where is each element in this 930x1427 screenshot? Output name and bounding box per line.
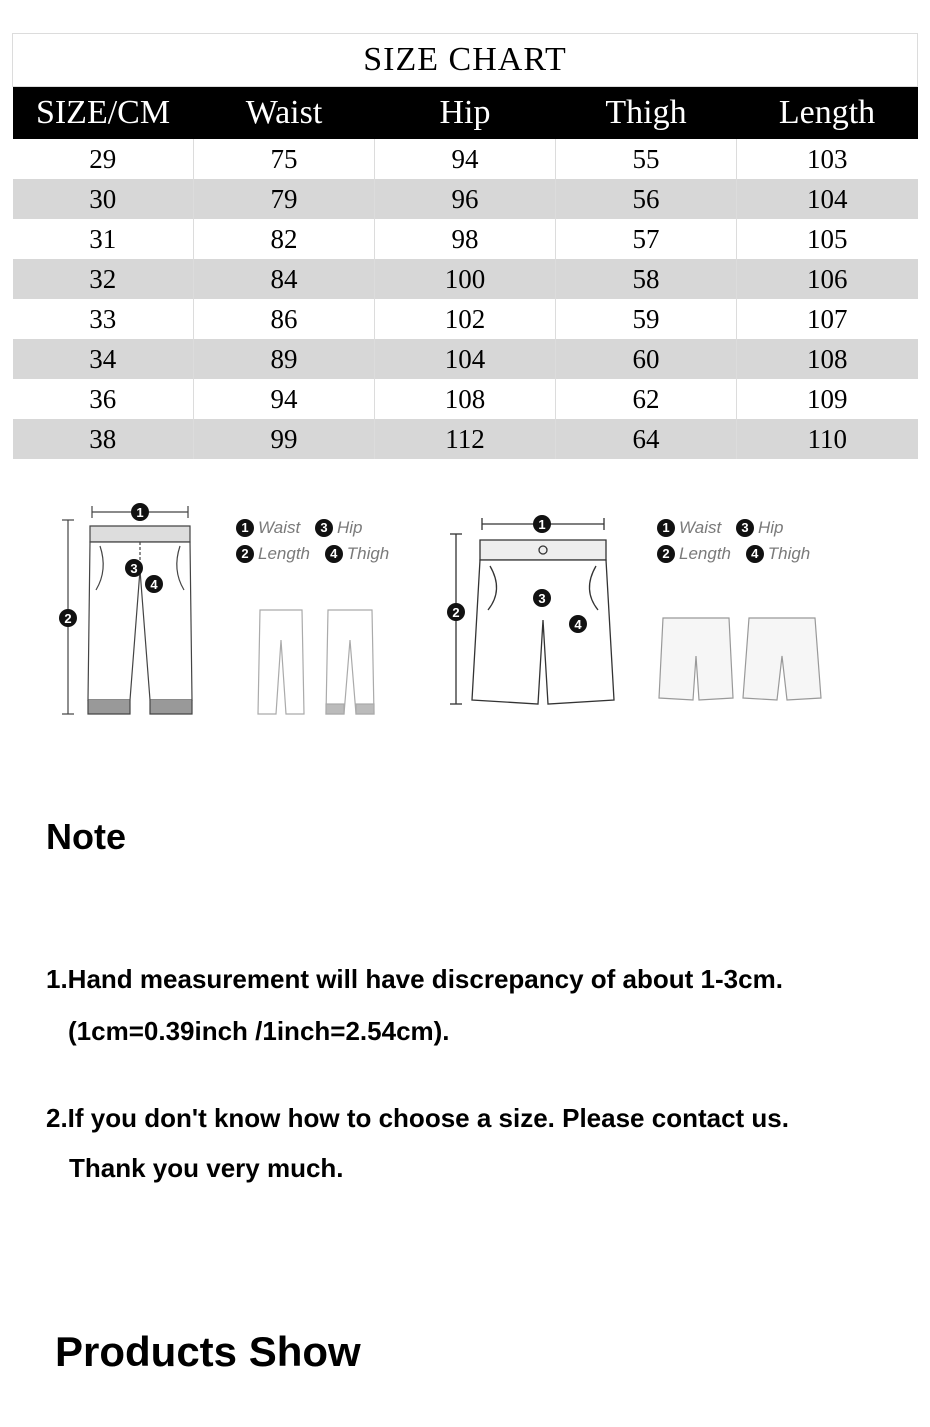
svg-text:4: 4 xyxy=(150,577,158,592)
note-line-1: 1.Hand measurement will have discrepancy of about 1-3cm. xyxy=(46,964,783,994)
table-cell: 102 xyxy=(375,299,556,339)
table-cell: 60 xyxy=(556,339,737,379)
table-cell: 104 xyxy=(375,339,556,379)
measurement-figures xyxy=(40,490,900,730)
table-cell: 38 xyxy=(13,419,194,459)
header-length: Length xyxy=(737,87,918,140)
legend-thigh: 4 Thigh xyxy=(746,541,811,567)
table-cell: 29 xyxy=(13,139,194,179)
table-cell: 89 xyxy=(194,339,375,379)
table-cell: 108 xyxy=(737,339,918,379)
pants-thumbnails xyxy=(250,600,390,720)
table-cell: 64 xyxy=(556,419,737,459)
marker-3 xyxy=(125,559,143,577)
shorts-thumbnails xyxy=(655,610,835,705)
table-row xyxy=(13,259,918,299)
marker-2 xyxy=(447,603,465,621)
table-cell: 105 xyxy=(807,223,848,254)
svg-text:3: 3 xyxy=(130,561,138,576)
table-cell: 33 xyxy=(13,299,194,339)
size-chart-title-row xyxy=(13,34,918,87)
table-row xyxy=(13,219,918,259)
table-row xyxy=(13,339,918,379)
svg-text:1: 1 xyxy=(538,517,546,532)
svg-text:4: 4 xyxy=(574,617,582,632)
table-row xyxy=(13,139,918,179)
marker-4 xyxy=(569,615,587,633)
marker-2 xyxy=(59,609,77,627)
table-row xyxy=(13,179,918,219)
note-line-2: (1cm=0.39inch /1inch=2.54cm). xyxy=(68,1016,450,1046)
header-hip: Hip xyxy=(375,87,556,140)
table-cell: 31 xyxy=(13,219,194,259)
shorts-measure-diagram xyxy=(440,510,640,710)
svg-text:2: 2 xyxy=(64,611,72,626)
table-cell: 56 xyxy=(556,179,737,219)
table-cell: 55 xyxy=(556,139,737,179)
legend-hip: 3 Hip xyxy=(736,515,784,541)
svg-text:3: 3 xyxy=(538,591,546,606)
products-show-title: Products Show xyxy=(55,1328,361,1375)
table-cell: 84 xyxy=(194,259,375,299)
table-cell: 57 xyxy=(556,219,737,259)
table-row xyxy=(13,419,918,459)
pants-legend xyxy=(236,515,399,567)
size-chart-title: SIZE CHART xyxy=(13,34,918,87)
legend-thigh: 4 Thigh xyxy=(325,541,390,567)
marker-4 xyxy=(145,575,163,593)
legend-waist: 1 Waist xyxy=(657,515,721,541)
marker-1 xyxy=(131,503,149,521)
table-cell: 98 xyxy=(375,219,556,259)
header-thigh: Thigh xyxy=(556,87,737,140)
svg-text:1: 1 xyxy=(136,505,144,520)
table-cell: 94 xyxy=(194,379,375,419)
table-cell: 99 xyxy=(194,419,375,459)
legend-length: 2 Length xyxy=(657,541,731,567)
header-waist: Waist xyxy=(194,87,375,140)
table-cell: 108 xyxy=(375,379,556,419)
table-cell: 75 xyxy=(194,139,375,179)
size-chart-header-row xyxy=(13,87,918,140)
table-cell: 112 xyxy=(375,419,556,459)
table-cell: 96 xyxy=(375,179,556,219)
table-cell: 82 xyxy=(194,219,375,259)
pants-measure-diagram xyxy=(50,500,210,725)
marker-3 xyxy=(533,589,551,607)
table-cell: 62 xyxy=(556,379,737,419)
table-cell: 79 xyxy=(194,179,375,219)
table-cell: 59 xyxy=(556,299,737,339)
legend-hip: 3 Hip xyxy=(315,515,363,541)
table-cell: 86 xyxy=(194,299,375,339)
table-cell: 100 xyxy=(375,259,556,299)
note-line-3: 2.If you don't know how to choose a size. Please contact us. xyxy=(46,1103,789,1133)
shorts-legend xyxy=(657,515,820,567)
svg-text:2: 2 xyxy=(452,605,460,620)
table-cell: 103 xyxy=(807,143,848,174)
table-cell: 30 xyxy=(13,179,194,219)
table-cell: 58 xyxy=(556,259,737,299)
note-title: Note xyxy=(46,816,126,857)
table-cell: 104 xyxy=(737,179,918,219)
note-line-4: Thank you very much. xyxy=(69,1153,344,1183)
marker-1 xyxy=(533,515,551,533)
table-cell: 32 xyxy=(13,259,194,299)
legend-waist: 1 Waist xyxy=(236,515,300,541)
legend-length: 2 Length xyxy=(236,541,310,567)
table-row xyxy=(13,299,918,339)
table-cell: 34 xyxy=(13,339,194,379)
table-cell: 106 xyxy=(737,259,918,299)
table-cell: 110 xyxy=(737,419,918,459)
header-size: SIZE/CM xyxy=(13,87,194,140)
table-cell: 107 xyxy=(807,303,848,334)
table-row xyxy=(13,379,918,419)
size-chart-table xyxy=(12,33,918,459)
table-cell: 109 xyxy=(807,383,848,414)
table-cell: 36 xyxy=(13,379,194,419)
table-cell: 94 xyxy=(375,139,556,179)
